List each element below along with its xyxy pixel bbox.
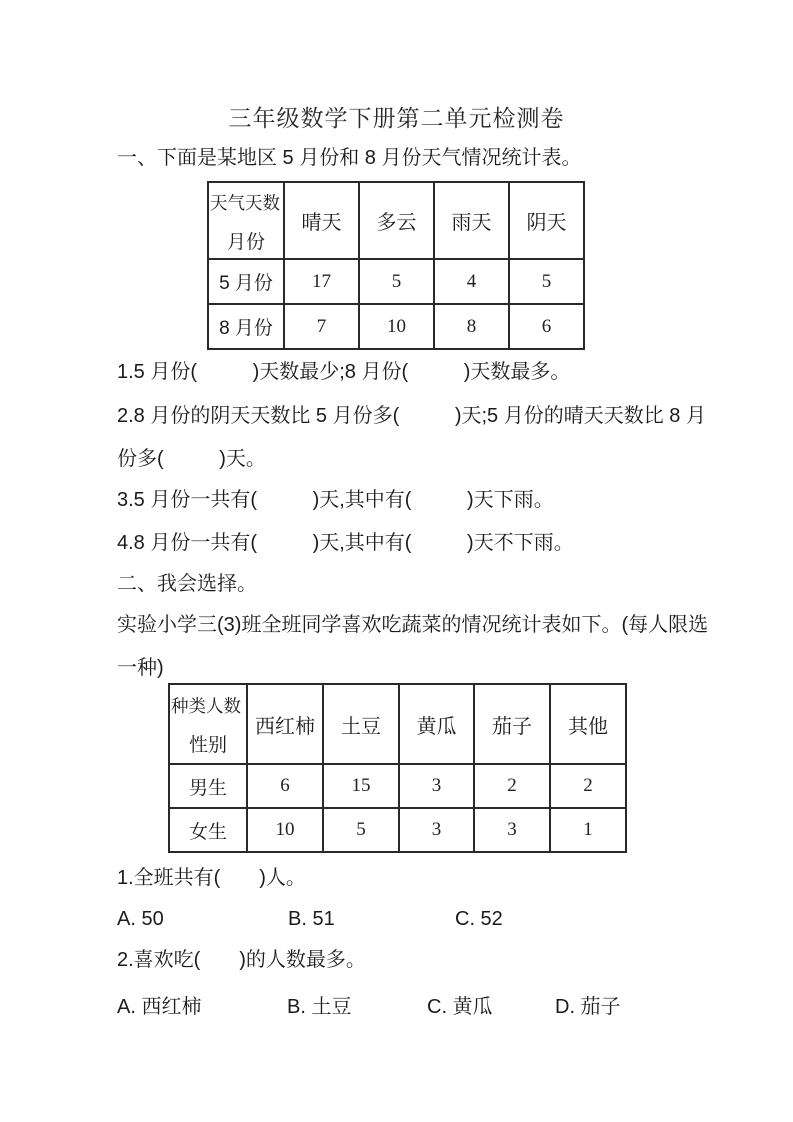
row-label-august: 8 月份 <box>208 304 284 349</box>
weather-table-row-august <box>208 304 584 349</box>
choice-q2-option-b: B. 土豆 <box>287 996 352 1018</box>
corner-label-category-count: 种类人数 <box>171 696 241 716</box>
column-header-other: 其他 <box>550 684 626 764</box>
choice-question-1: 1.全班共有( )人。 <box>117 867 306 889</box>
page-title: 三年级数学下册第二单元检测卷 <box>228 106 565 131</box>
row-label-boys: 男生 <box>169 764 247 808</box>
weather-table <box>207 181 585 350</box>
data-cell: 1 <box>550 808 626 852</box>
choice-q1-option-c: C. 52 <box>455 908 503 930</box>
column-header-potato: 土豆 <box>323 684 399 764</box>
data-cell: 5 <box>323 808 399 852</box>
corner-cell-content <box>209 188 283 254</box>
data-cell: 3 <box>474 808 550 852</box>
data-cell: 5 <box>359 259 434 304</box>
data-cell: 15 <box>323 764 399 808</box>
choice-question-2: 2.喜欢吃( )的人数最多。 <box>117 949 366 971</box>
data-cell: 5 <box>509 259 584 304</box>
question-1: 1.5 月份( )天数最少;8 月份( )天数最多。 <box>117 361 571 383</box>
question-2-line-1: 2.8 月份的阴天天数比 5 月份多( )天;5 月份的晴天天数比 8 月 <box>117 405 706 427</box>
choice-q2-option-d: D. 茄子 <box>555 996 621 1018</box>
vegetable-table-row-girls <box>169 808 626 852</box>
row-label-may: 5 月份 <box>208 259 284 304</box>
data-cell: 3 <box>399 764 474 808</box>
vegetable-table-corner-cell <box>169 684 247 764</box>
row-label-girls: 女生 <box>169 808 247 852</box>
data-cell: 2 <box>474 764 550 808</box>
weather-table-row-may <box>208 259 584 304</box>
column-header-sunny: 晴天 <box>284 182 359 259</box>
choice-q1-option-a: A. 50 <box>117 908 164 930</box>
vegetable-table <box>168 683 627 853</box>
corner-label-weather-days: 天气天数 <box>210 192 280 213</box>
data-cell: 6 <box>247 764 323 808</box>
vegetable-table-row-boys <box>169 764 626 808</box>
question-4: 4.8 月份一共有( )天,其中有( )天不下雨。 <box>117 532 574 554</box>
column-header-cloudy: 多云 <box>359 182 434 259</box>
corner-cell-content <box>170 691 246 757</box>
data-cell: 3 <box>399 808 474 852</box>
weather-table-corner-cell <box>208 182 284 259</box>
question-2-line-2: 份多( )天。 <box>117 448 266 470</box>
vegetable-table-header-row <box>169 684 626 764</box>
data-cell: 2 <box>550 764 626 808</box>
section-2-intro-line-1: 实验小学三(3)班全班同学喜欢吃蔬菜的情况统计表如下。(每人限选 <box>117 614 709 636</box>
choice-q2-option-c: C. 黄瓜 <box>427 996 493 1018</box>
column-header-eggplant: 茄子 <box>474 684 550 764</box>
data-cell: 6 <box>509 304 584 349</box>
data-cell: 8 <box>434 304 509 349</box>
section-2-heading: 二、我会选择。 <box>117 573 257 595</box>
data-cell: 4 <box>434 259 509 304</box>
data-cell: 7 <box>284 304 359 349</box>
choice-q2-option-a: A. 西红柿 <box>117 996 202 1018</box>
question-3: 3.5 月份一共有( )天,其中有( )天下雨。 <box>117 489 554 511</box>
data-cell: 10 <box>359 304 434 349</box>
section-2-intro-line-2: 一种) <box>117 657 164 679</box>
choice-q1-option-b: B. 51 <box>288 908 335 930</box>
column-header-overcast: 阴天 <box>509 182 584 259</box>
weather-table-header-row <box>208 182 584 259</box>
data-cell: 10 <box>247 808 323 852</box>
section-1-heading: 一、下面是某地区 5 月份和 8 月份天气情况统计表。 <box>117 147 582 169</box>
column-header-rainy: 雨天 <box>434 182 509 259</box>
corner-label-gender: 性别 <box>188 735 227 756</box>
column-header-cucumber: 黄瓜 <box>399 684 474 764</box>
column-header-tomato: 西红柿 <box>247 684 323 764</box>
corner-label-month: 月份 <box>226 231 265 253</box>
data-cell: 17 <box>284 259 359 304</box>
